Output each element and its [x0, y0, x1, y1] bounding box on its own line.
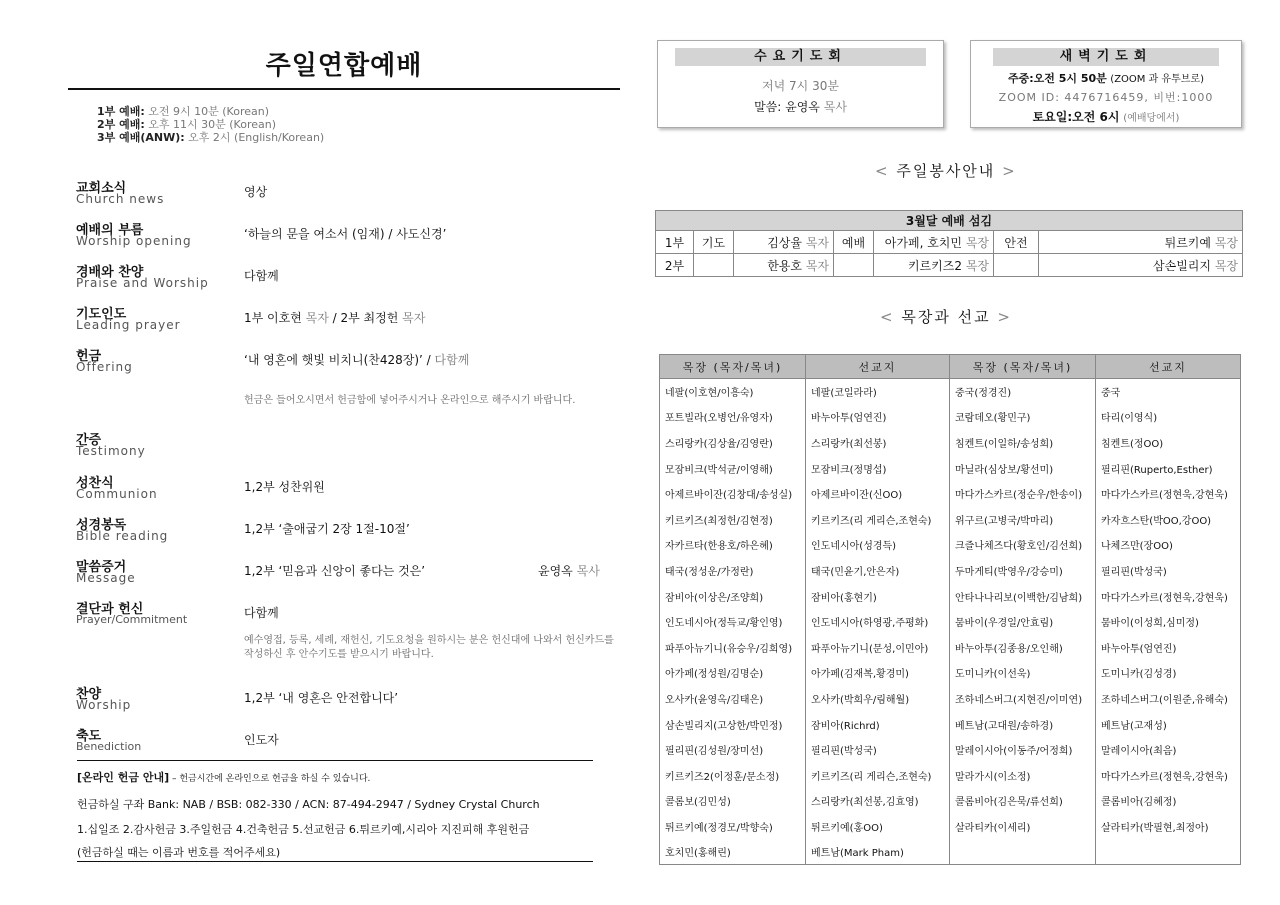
mission-table	[659, 354, 1241, 865]
serve-table	[655, 210, 1243, 277]
table-cell: 아제르바이잔(신OO)	[806, 481, 950, 507]
column-header: 목장 (목자/목녀)	[660, 355, 806, 379]
table-row	[660, 506, 1241, 532]
table-cell: 호치민(홍해린)	[660, 839, 806, 865]
table-row	[660, 711, 1241, 737]
table-cell: 중국	[1096, 379, 1241, 405]
table-cell: 파푸아뉴기니(문성,이민아)	[806, 634, 950, 660]
table-cell: 말레이시아(최음)	[1096, 737, 1241, 763]
zoom-info: ZOOM ID: 4476716459, 비번:1000	[998, 91, 1214, 104]
table-row	[660, 404, 1241, 430]
table-cell: 마다가스카르(정현욱,강현욱)	[1096, 762, 1241, 788]
table-cell: 네팔(이호현/이흥숙)	[660, 379, 806, 405]
table-cell: 키르키즈2(이정훈/문소정)	[660, 762, 806, 788]
table-cell: 태국(정성운/가정란)	[660, 558, 806, 584]
table-cell: 말라가시(이소정)	[950, 762, 1096, 788]
table-cell	[950, 839, 1096, 865]
table-cell: 아제르바이잔(김창대/송성실)	[660, 481, 806, 507]
table-cell: 튀르키예(홍OO)	[806, 814, 950, 840]
table-cell: 마닐라(심상보/황선미)	[950, 455, 1096, 481]
wednesday-prayer-box: 수요기도회 저녁 7시 30분 말씀: 윤영옥 목사	[657, 40, 944, 128]
table-cell: 인도네시아(하영광,주평화)	[806, 609, 950, 635]
table-row	[660, 686, 1241, 712]
commitment-note: 예수영접, 등록, 세례, 재헌신, 기도요청을 원하시는 분은 헌신대에 나와서 헌신카드를 작성하신 후 안수기도를 받으시기 바랍니다.	[244, 635, 614, 660]
wednesday-prayer-heading: 수요기도회	[675, 48, 926, 66]
table-cell: 살라티카(이세리)	[950, 814, 1096, 840]
table-cell: 잠비아(이상은/조양희)	[660, 583, 806, 609]
table-cell: 필리핀(박성국)	[806, 737, 950, 763]
table-cell: 바누아투(엄연진)	[1096, 634, 1241, 660]
table-row	[660, 532, 1241, 558]
table-cell: 타리(이영식)	[1096, 404, 1241, 430]
dawn-prayer-heading: 새벽기도회	[993, 48, 1219, 66]
table-cell: 필리핀(Ruperto,Esther)	[1096, 455, 1241, 481]
table-cell: 콜롬보(김민성)	[660, 788, 806, 814]
table-row	[660, 839, 1241, 865]
online-giving-heading: [온라인 헌금 안내]	[77, 771, 170, 784]
table-cell: 살라티카(박필현,최정아)	[1096, 814, 1241, 840]
table-row: 2부 한용호 목자 키르키즈2 목장 삼손빌리지 목장	[656, 254, 1243, 277]
table-cell: 침켄트(이일하/송성희)	[950, 430, 1096, 456]
table-cell: 안타나나리보(이백한/김남희)	[950, 583, 1096, 609]
table-cell: 나체즈만(장OO)	[1096, 532, 1241, 558]
table-row	[660, 583, 1241, 609]
column-header: 선교지	[1096, 355, 1241, 379]
service-time-1: 1부 예배: 오전 9시 10분 (Korean)	[97, 105, 269, 118]
dawn-prayer-box: 새벽기도회 주중:오전 5시 50분 (ZOOM 과 유투브로) ZOOM ID: 4476716459, 비번:1000 토요일:오전 6시 (예배당에서)	[970, 40, 1242, 128]
table-cell: 아가페(김재복,황경미)	[806, 660, 950, 686]
table-cell: 포트빌라(오병언/유영자)	[660, 404, 806, 430]
service-time-2: 2부 예배: 오후 11시 30분 (Korean)	[97, 118, 276, 131]
serve-section-title: < 주일봉사안내 >	[875, 162, 1017, 180]
table-row	[660, 558, 1241, 584]
table-cell: 콜롬비아(김은묵/류선희)	[950, 788, 1096, 814]
table-cell: 조하네스버그(이원준,유해숙)	[1096, 686, 1241, 712]
wednesday-time: 저녁 7시 30분	[762, 79, 839, 93]
service-time-3: 3부 예배(ANW): 오후 2시 (English/Korean)	[97, 131, 325, 144]
table-cell: 삼손빌리지(고상한/박민정)	[660, 711, 806, 737]
table-cell: 침켄트(정OO)	[1096, 430, 1241, 456]
title-divider	[68, 88, 620, 90]
table-cell: 스리랑카(김상율/김영란)	[660, 430, 806, 456]
table-cell: 말레이시아(이동주/어정희)	[950, 737, 1096, 763]
table-cell: 코람데오(황민구)	[950, 404, 1096, 430]
table-cell: 베트남(Mark Pham)	[806, 839, 950, 865]
table-cell: 잠비아(홍현기)	[806, 583, 950, 609]
table-cell: 자카르타(한용호/하은혜)	[660, 532, 806, 558]
table-cell: 파푸아뉴기니(유승우/김희영)	[660, 634, 806, 660]
bank-account: 헌금하실 구좌 Bank: NAB / BSB: 082-330 / ACN: 87-494-2947 / Sydney Crystal Church	[77, 798, 540, 811]
service-times	[97, 105, 324, 144]
table-cell: 위구르(고병국/박마리)	[950, 506, 1096, 532]
table-cell: 모잠비크(박석균/이영해)	[660, 455, 806, 481]
serve-table-header: 3월달 예배 섬김	[656, 211, 1243, 231]
table-cell: 스리랑카(최선봉)	[806, 430, 950, 456]
table-cell: 네팔(코일라라)	[806, 379, 950, 405]
table-cell: 필리핀(김성원/장미선)	[660, 737, 806, 763]
table-cell: 태국(민윤기,안은자)	[806, 558, 950, 584]
table-row	[660, 660, 1241, 686]
table-cell: 뭄바이(우경일/안효림)	[950, 609, 1096, 635]
online-giving-guide: [온라인 헌금 안내] – 헌금시간에 온라인으로 헌금을 하실 수 있습니다. 헌금하실 구좌 Bank: NAB / BSB: 082-330 / ACN: 87-494-2947 / Sydney Crystal Church 1.십일조 2.감사헌금 3.주일헌금 4.건축헌금 5.선교헌금 6.튀르키예,시리아 지진피해 후원헌금 (헌금하실 때는 이름과 번호를 적어주세요)	[77, 760, 593, 862]
table-row	[660, 455, 1241, 481]
table-cell: 마다가스카르(정현욱,강현욱)	[1096, 583, 1241, 609]
table-cell: 마다가스카르(정순우/한송이)	[950, 481, 1096, 507]
table-row	[660, 430, 1241, 456]
mission-section-title: < 목장과 선교 >	[880, 308, 1012, 326]
table-cell: 크즐나체즈다(황호인/김선희)	[950, 532, 1096, 558]
table-row	[660, 481, 1241, 507]
table-cell: 카자흐스탄(박OO,강OO)	[1096, 506, 1241, 532]
table-cell: 베트남(고대원/송하경)	[950, 711, 1096, 737]
table-cell: 오사카(윤영옥/김태은)	[660, 686, 806, 712]
table-cell: 인도네시아(정득교/황인영)	[660, 609, 806, 635]
table-cell	[1096, 839, 1241, 865]
table-cell: 중국(정경진)	[950, 379, 1096, 405]
giving-remark: (헌금하실 때는 이름과 번호를 적어주세요)	[77, 846, 281, 859]
table-cell: 오사카(박희우/림해월)	[806, 686, 950, 712]
table-cell: 바누아투(엄연진)	[806, 404, 950, 430]
table-row: 1부 기도 김상율 목자 예배 아가페, 호치민 목장 안전 튀르키예 목장	[656, 231, 1243, 254]
table-cell: 키르키즈(최정헌/김현정)	[660, 506, 806, 532]
table-row	[660, 379, 1241, 405]
table-row	[660, 762, 1241, 788]
offering-note: 헌금은 들어오시면서 헌금함에 넣어주시거나 온라인으로 해주시기 바랍니다.	[244, 395, 576, 406]
table-row	[660, 609, 1241, 635]
table-cell: 스리랑카(최선봉,김효영)	[806, 788, 950, 814]
table-cell: 바누아투(김종용/오인해)	[950, 634, 1096, 660]
page-title: 주일연합예배	[265, 51, 423, 81]
table-cell: 필리핀(박성국)	[1096, 558, 1241, 584]
table-cell: 아가페(정성원/김명순)	[660, 660, 806, 686]
table-cell: 튀르키예(정경모/박향숙)	[660, 814, 806, 840]
table-cell: 잠비아(Richrd)	[806, 711, 950, 737]
table-cell: 인도네시아(성경득)	[806, 532, 950, 558]
table-cell: 콜롬비아(김혜정)	[1096, 788, 1241, 814]
column-header: 선교지	[806, 355, 950, 379]
table-cell: 마다가스카르(정현욱,강현욱)	[1096, 481, 1241, 507]
table-row	[660, 814, 1241, 840]
mission-table-header	[660, 355, 1241, 379]
table-row	[660, 737, 1241, 763]
table-cell: 두마게티(박영우/강승미)	[950, 558, 1096, 584]
table-cell: 모잠비크(정명섭)	[806, 455, 950, 481]
table-cell: 도미니카(김성경)	[1096, 660, 1241, 686]
table-cell: 키르키즈(리 게리슨,조현숙)	[806, 762, 950, 788]
table-row	[660, 634, 1241, 660]
table-cell: 키르키즈(리 게리슨,조현숙)	[806, 506, 950, 532]
table-row	[660, 788, 1241, 814]
table-cell: 조하네스버그(지현진/이미연)	[950, 686, 1096, 712]
offering-types: 1.십일조 2.감사헌금 3.주일헌금 4.건축헌금 5.선교헌금 6.튀르키예,시리아 지진피해 후원헌금	[77, 823, 530, 836]
table-cell: 뭄바이(이성희,심미정)	[1096, 609, 1241, 635]
table-cell: 도미니카(이선욱)	[950, 660, 1096, 686]
column-header: 목장 (목자/목녀)	[950, 355, 1096, 379]
table-cell: 베트남(고재성)	[1096, 711, 1241, 737]
